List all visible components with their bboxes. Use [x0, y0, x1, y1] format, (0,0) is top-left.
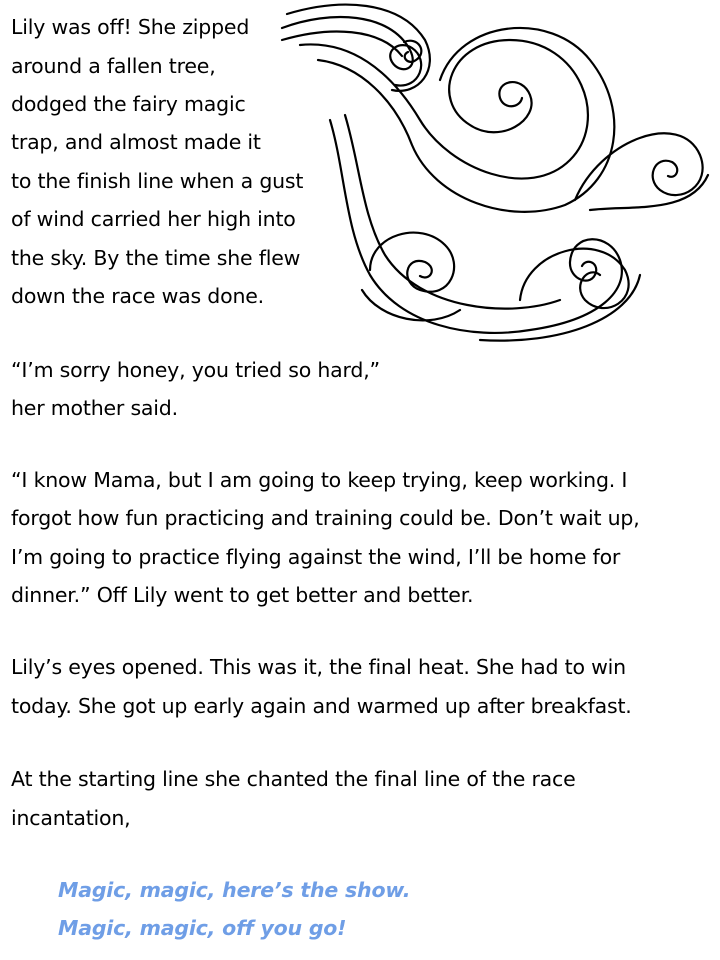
- story-line: I’m going to practice flying against the wind, I’ll be home for: [11, 545, 621, 569]
- story-line: incantation,: [11, 806, 131, 830]
- story-line: “I know Mama, but I am going to keep trying, keep working. I: [11, 468, 628, 492]
- story-line: dinner.” Off Lily went to get better and better.: [11, 583, 474, 607]
- story-line: to the finish line when a gust: [11, 169, 304, 193]
- story-line: the sky. By the time she flew: [11, 246, 301, 270]
- story-line: down the race was done.: [11, 284, 264, 308]
- story-line: her mother said.: [11, 396, 178, 420]
- story-line: At the starting line she chanted the final line of the race: [11, 767, 576, 791]
- incantation-line: Magic, magic, here’s the show.: [58, 878, 411, 902]
- story-line: around a fallen tree,: [11, 54, 216, 78]
- story-line: trap, and almost made it: [11, 130, 261, 154]
- wind-swirl-icon: [270, 0, 720, 360]
- story-line: forgot how fun practicing and training could be. Don’t wait up,: [11, 506, 640, 530]
- story-line: Lily was off! She zipped: [11, 15, 250, 39]
- incantation-line: Magic, magic, off you go!: [58, 916, 347, 940]
- story-line: “I’m sorry honey, you tried so hard,”: [11, 358, 380, 382]
- story-line: today. She got up early again and warmed up after breakfast.: [11, 694, 632, 718]
- story-line: of wind carried her high into: [11, 207, 296, 231]
- story-line: dodged the fairy magic: [11, 92, 246, 116]
- story-line: Lily’s eyes opened. This was it, the final heat. She had to win: [11, 655, 626, 679]
